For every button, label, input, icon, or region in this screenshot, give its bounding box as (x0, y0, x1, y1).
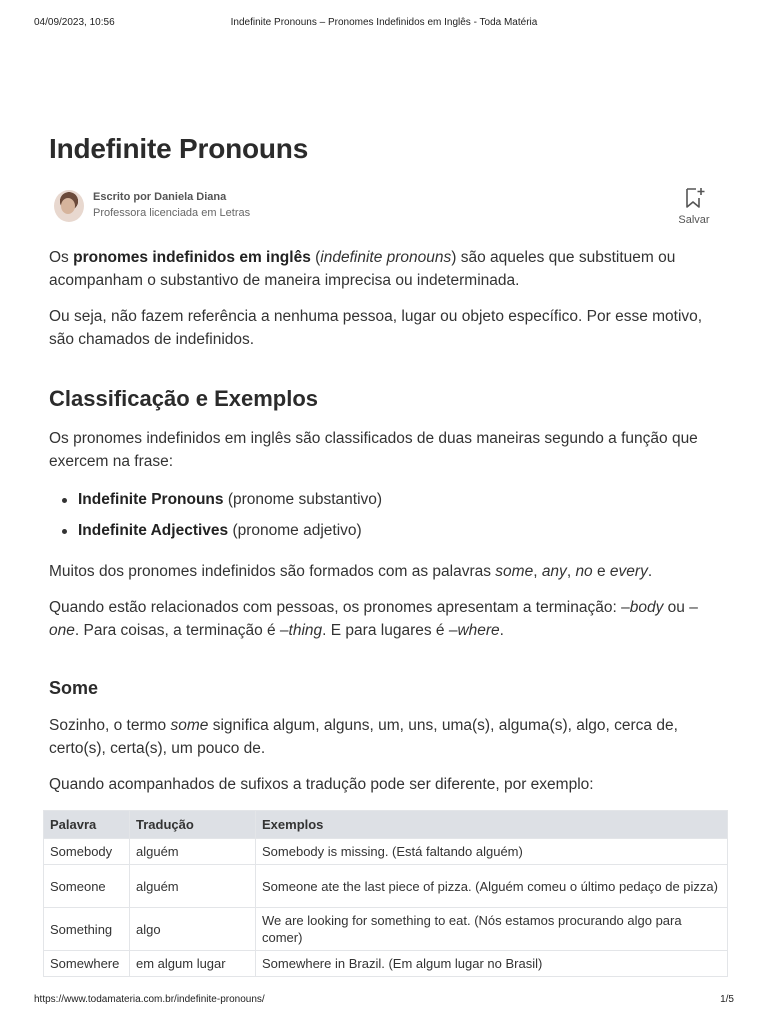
table-row (44, 951, 728, 977)
some-meaning-paragraph: Sozinho, o termo some significa algum, alguns, um, uns, uma(s), alguma(s), algo, cerca de, certo(s), certa(s), um pouco de. (49, 717, 678, 757)
page-url: https://www.todamateria.com.br/indefinite-pronouns/ (34, 994, 265, 1005)
suffix-paragraph: Quando acompanhados de sufixos a tradução pode ser diferente, por exemplo: (49, 776, 594, 793)
table-cell: Somewhere in Brazil. (Em algum lugar no Brasil) (256, 951, 728, 977)
table-row (44, 908, 728, 951)
print-footer (34, 994, 734, 1008)
section-title: Classificação e Exemplos (49, 386, 319, 411)
list-item: Indefinite Pronouns (pronome substantivo) (60, 488, 710, 511)
definition-paragraph: Ou seja, não fazem referência a nenhuma pessoa, lugar ou objeto específico. Por esse motivo, são chamados de indefinidos. (49, 308, 703, 348)
classification-paragraph: Os pronomes indefinidos em inglês são classificados de duas maneiras segundo a função que exercem na frase: (49, 430, 698, 470)
page-title: Indefinite Pronouns (49, 133, 309, 164)
termination-paragraph: Quando estão relacionados com pessoas, os pronomes apresentam a terminação: –body ou –one. Para coisas, a terminação é –thing. E para lugares é –where. (49, 599, 698, 639)
table-row (44, 865, 728, 908)
avatar (54, 190, 84, 222)
print-document-title: Indefinite Pronouns – Pronomes Indefinidos em Inglês - Toda Matéria (230, 17, 538, 28)
column-header: Exemplos (256, 811, 728, 839)
intro-paragraph: Os pronomes indefinidos em inglês (indefinite pronouns) são aqueles que substituem ou acompanham o substantivo de maneira imprecisa ou indeterminada. (49, 249, 676, 289)
table-cell: We are looking for something to eat. (Nós estamos procurando algo para comer) (256, 908, 728, 951)
table-cell: Someone (44, 865, 130, 908)
classification-list (60, 488, 710, 550)
author-role: Professora licenciada em Letras (93, 207, 251, 219)
author-block (54, 190, 724, 226)
table-cell: alguém (130, 839, 256, 865)
table-cell: alguém (130, 865, 256, 908)
column-header: Tradução (130, 811, 256, 839)
table-cell: Something (44, 908, 130, 951)
table-cell: algo (130, 908, 256, 951)
author-name: Escrito por Daniela Diana (93, 191, 227, 203)
table-cell: em algum lugar (130, 951, 256, 977)
subsection-title: Some (49, 678, 99, 698)
column-header: Palavra (44, 811, 130, 839)
save-button[interactable] (674, 186, 714, 228)
print-header (34, 17, 734, 31)
bookmark-plus-icon (682, 186, 706, 210)
save-label: Salvar (678, 214, 710, 226)
pronouns-table (43, 810, 728, 977)
table-cell: Somebody is missing. (Está faltando alguém) (256, 839, 728, 865)
page-counter: 1/5 (720, 994, 734, 1005)
table-header-row (44, 811, 728, 839)
list-item: Indefinite Adjectives (pronome adjetivo) (60, 519, 710, 542)
table-row (44, 839, 728, 865)
formation-paragraph: Muitos dos pronomes indefinidos são formados com as palavras some, any, no e every. (49, 563, 653, 580)
table-cell: Someone ate the last piece of pizza. (Alguém comeu o último pedaço de pizza) (256, 865, 728, 908)
table-cell: Somewhere (44, 951, 130, 977)
table-cell: Somebody (44, 839, 130, 865)
print-date: 04/09/2023, 10:56 (34, 17, 115, 28)
